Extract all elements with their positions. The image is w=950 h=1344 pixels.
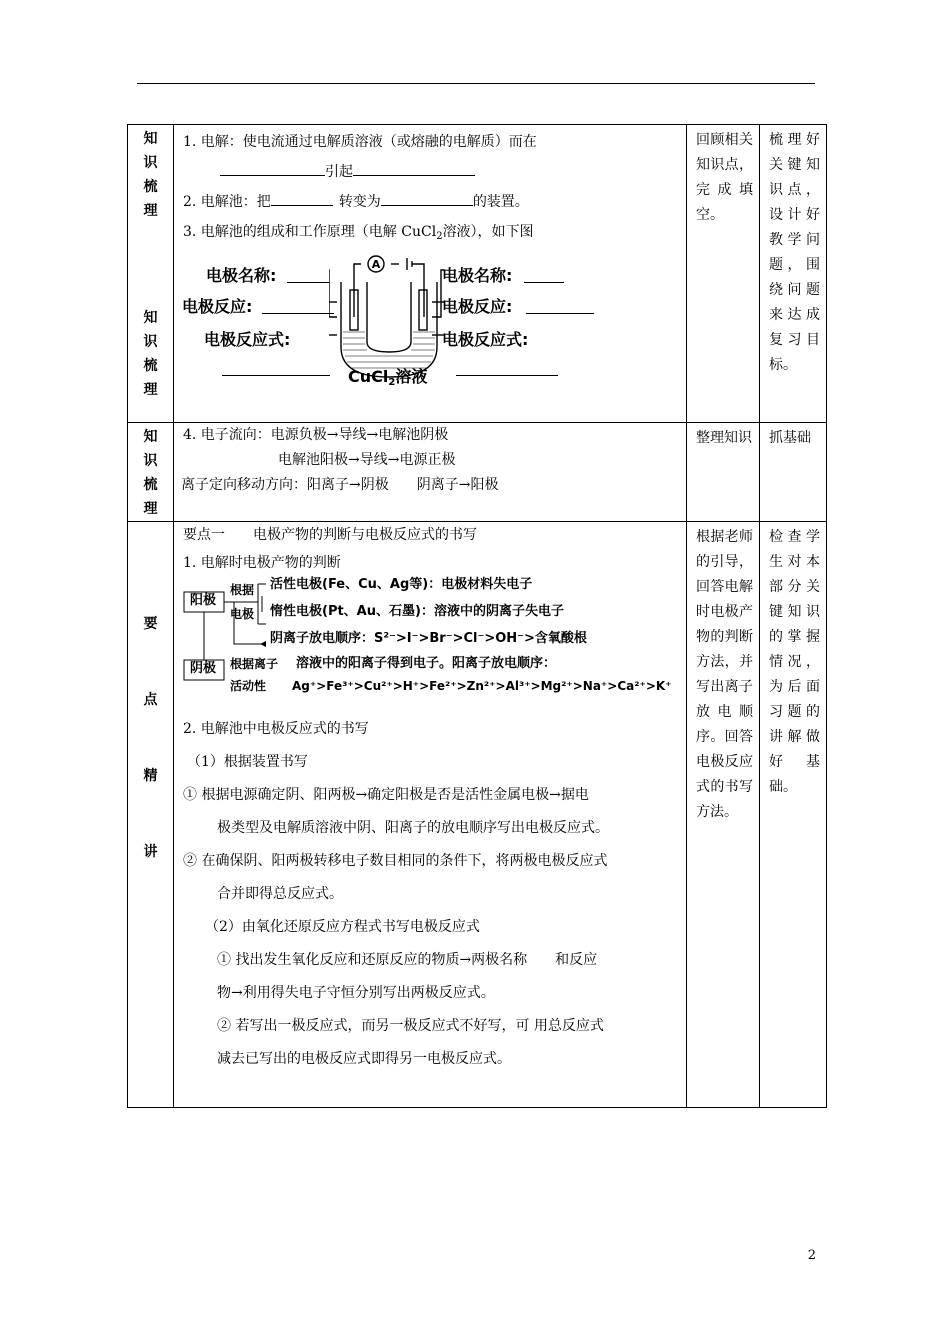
anion-discharge-order: 阴离子放电顺序：S²⁻>I⁻>Br⁻>Cl⁻>OH⁻>含氧酸根 [270, 631, 587, 646]
row-content [174, 423, 687, 522]
ion-migration-line: 离子定向移动方向：阳离子→阴极 阴离子→阳极 [181, 477, 499, 493]
design-purpose: 梳理好关键知识点，设计好教学问题，围绕问题来达成复习目标。 [760, 125, 827, 423]
design-purpose: 抓基础 [760, 423, 827, 522]
student-activity: 回顾相关知识点，完成填空。 [687, 125, 760, 423]
row-label: 知 识 梳 理 [128, 423, 174, 522]
left-equation-label: 电极反应式: [204, 330, 291, 349]
student-activity: 整理知识 [687, 423, 760, 522]
solution-label: CuCl$_2$溶液 [348, 367, 428, 388]
row-content: 要点一 电极产物的判断与电极反应式的书写 1. 电解时电极产物的判断 阳极 根据 电极 活性电极(Fe、Cu、Ag等)：电极材料失电子 惰性电极(Pt、Au、石墨)：溶液中的阴离子失电子 阴离子放电顺序：S²⁻>I⁻>Br⁻>Cl⁻>OH⁻>含氧酸根 阴极 根据离子 活动性 溶液中的阳离子得到电子。阳离子放电顺序： Ag⁺>Fe³⁺>Cu²⁺>H⁺>Fe²⁺>Zn²⁺>Al³⁺>Mg²⁺>Na⁺>Ca²⁺>K⁺ 2. 电解池中电极反应式的书写 （1）根据装置书写 ① 根据电源确定阴、阳两极→确定阳极是否是活性金属电极→据电 极类型及电解质溶液中阴、阳离子的放电顺序写出电极反应式。 ② 在确保阴、阳两极转移电子数目相同的条件下，将两极电极反应式 合并即得总反应式。 （2）由氧化还原反应方程式书写电极反应式 ① 找出发生氧化反应和还原反应的物质→两极名称 和反应 物→利用得失电子守恒分别写出两极反应式。 ② 若写出一极反应式，而另一极反应式不好写，可 用总反应式 减去已写出的电极反应式即得另一电极反应式。 [174, 522, 687, 1108]
left-electrode-reaction-label: 电极反应: [182, 297, 253, 316]
row-label: 知 识 梳 理 知 识 梳 理 [128, 125, 174, 423]
inert-electrode-rule: 惰性电极(Pt、Au、石墨)：溶液中的阴离子失电子 [270, 604, 564, 619]
left-electrode-name-label: 电极名称: [206, 266, 277, 285]
design-purpose: 检查学生对本部分关键知识的掌握情况，为后面习题的讲解做好基础。 [760, 522, 827, 1108]
blank-line: 引起 [183, 157, 686, 187]
section-heading: 要点一 电极产物的判断与电极反应式的书写 [183, 527, 477, 543]
active-electrode-rule: 活性电极(Fe、Cu、Ag等)：电极材料失电子 [270, 577, 533, 592]
principle-line: 3. 电解池的组成和工作原理（电解 CuCl$_2$溶液），如下图 [183, 224, 534, 242]
electron-flow-line: 4. 电子流向：电源负极→导线→电解池阴极 [183, 427, 449, 443]
right-electrode-name-label: 电极名称: [442, 266, 513, 285]
row-label: 要 点 精 讲 [128, 522, 174, 1108]
right-equation-label: 电极反应式: [442, 330, 529, 349]
table-row [128, 423, 827, 522]
cathode-rule: 溶液中的阳离子得到电子。阳离子放电顺序： [296, 656, 557, 671]
cathode-box: 阴极 [190, 661, 217, 676]
svg-text:A: A [371, 258, 381, 271]
student-activity: 根据老师的引导，回答电解时电极产物的判断方法，并写出离子放电顺序。回答电极反应式的书写方法。 [687, 522, 760, 1108]
cation-discharge-order: Ag⁺>Fe³⁺>Cu²⁺>H⁺>Fe²⁺>Zn²⁺>Al³⁺>Mg²⁺>Na⁺>Ca²⁺>K⁺ [292, 679, 672, 693]
subheading-products: 1. 电解时电极产物的判断 [183, 555, 341, 571]
lesson-table [127, 124, 827, 1108]
electrolysis-diagram [174, 252, 686, 392]
table-row [128, 125, 827, 423]
anode-box: 阳极 [190, 593, 217, 608]
table-row [128, 522, 827, 1108]
electrolytic-cell-line: 2. 电解池：把 转变为 的装置。 [183, 187, 686, 217]
subheading-equations: 2. 电解池中电极反应式的书写 [183, 721, 369, 737]
electrode-product-diagram: 阳极 根据 电极 活性电极(Fe、Cu、Ag等)：电极材料失电子 惰性电极(Pt、Au、石墨)：溶液中的阴离子失电子 阴离子放电顺序：S²⁻>I⁻>Br⁻>Cl⁻>OH⁻>含氧酸根 阴极 根据离子 活动性 溶液中的阳离子得到电子。阳离子放电顺序： Ag⁺>Fe³⁺>Cu²⁺>H⁺>Fe²⁺>Zn²⁺>Al³⁺>Mg²⁺>Na⁺>Ca²⁺>K⁺ [174, 576, 686, 701]
page-number: 2 [807, 1248, 816, 1263]
electron-flow-line-2: 电解池阳极→导线→电源正极 [278, 452, 456, 468]
definition-line: 1. 电解：使电流通过电解质溶液（或熔融的电解质）而在 [183, 134, 537, 150]
right-electrode-reaction-label: 电极反应: [442, 297, 513, 316]
row-content [174, 125, 687, 423]
header-rule [137, 83, 815, 84]
